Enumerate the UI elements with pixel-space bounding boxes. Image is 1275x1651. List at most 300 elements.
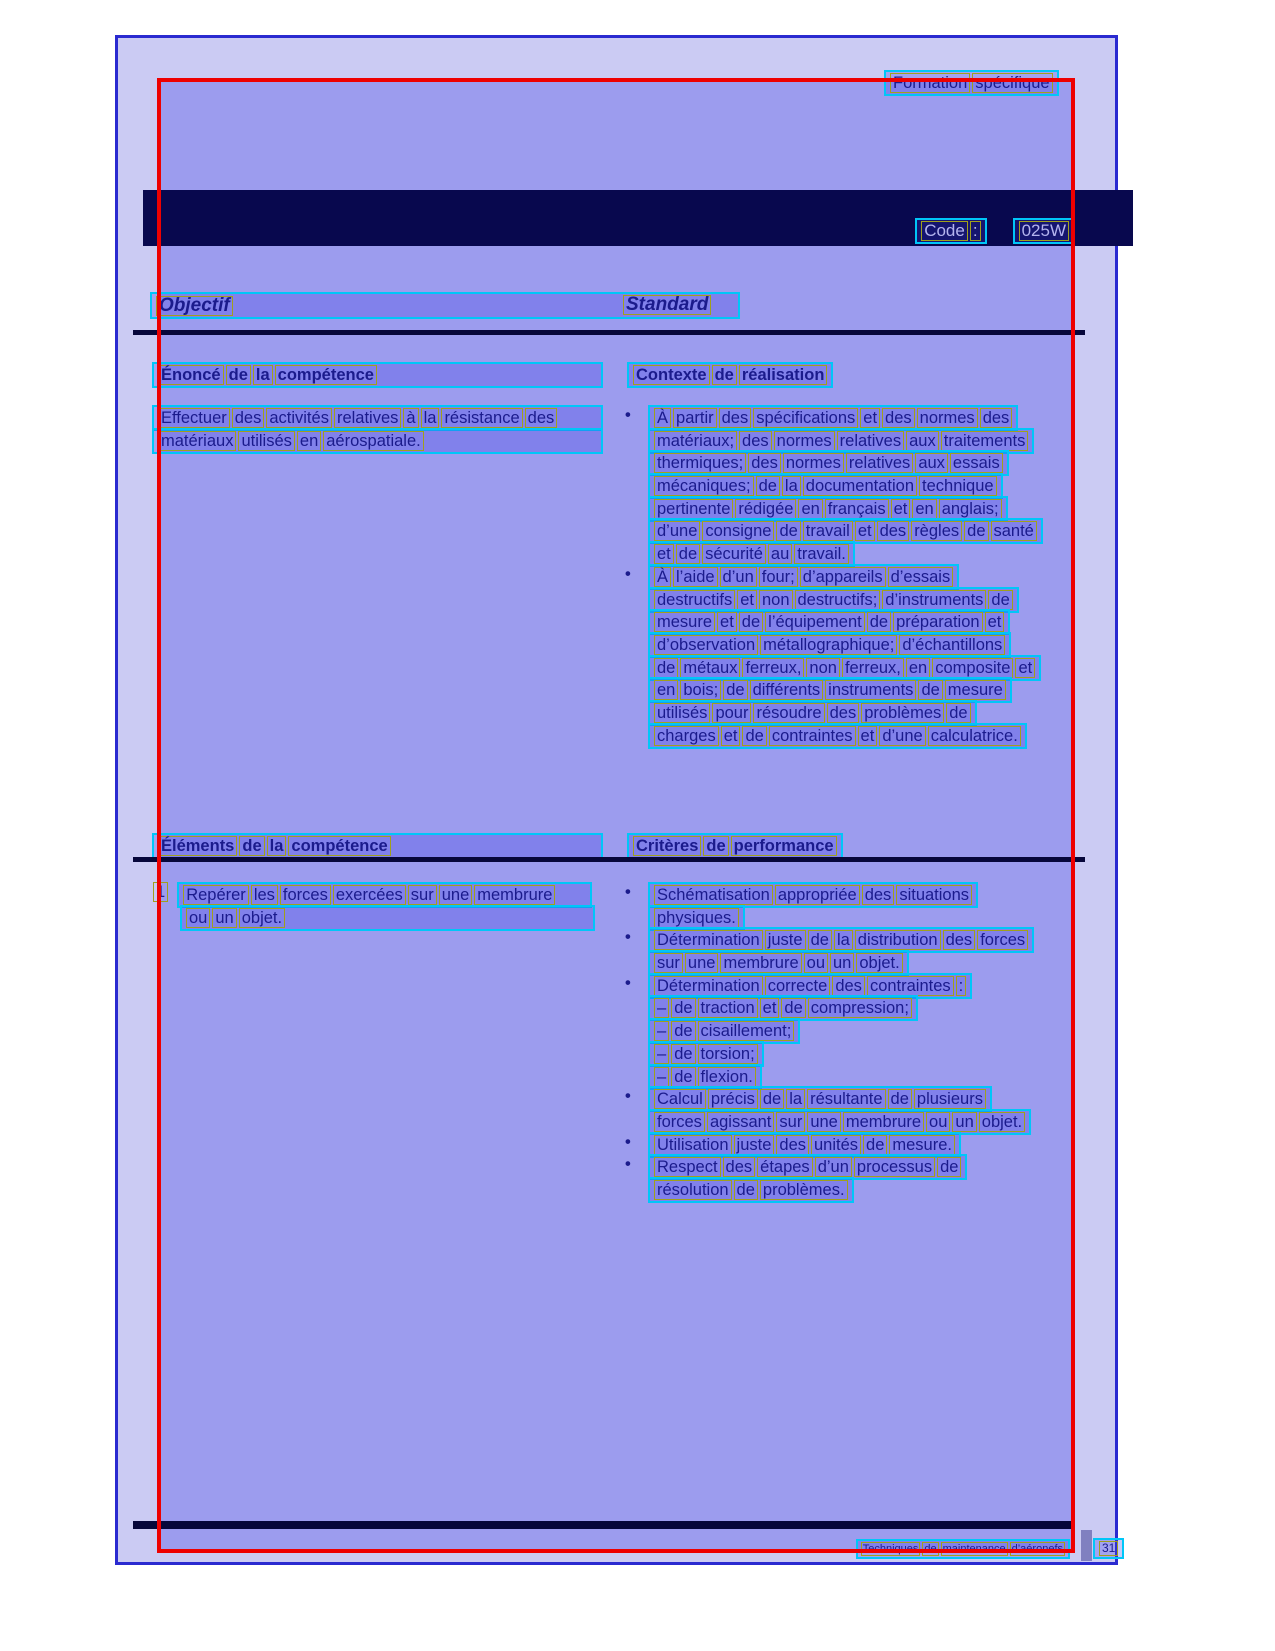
ocr-word-box: de — [924, 1543, 937, 1555]
ocr-word-box: de — [739, 612, 763, 632]
text-line — [625, 700, 1043, 723]
bullet-spacer — [625, 950, 648, 951]
ocr-word-box: métallographique; — [760, 635, 897, 655]
ocr-word-box: sur — [654, 953, 683, 973]
ocr-word-box: Code — [921, 221, 968, 241]
ocr-word-box: À — [654, 567, 671, 587]
text-line — [152, 428, 603, 451]
text-line — [1013, 218, 1075, 241]
ocr-word-box: non — [806, 658, 840, 678]
ocr-word-box: de — [937, 1157, 961, 1177]
ocr-word-box: résistance — [441, 408, 522, 428]
ocr-word-box: problèmes. — [760, 1180, 848, 1200]
text-line — [625, 1109, 1034, 1132]
ocr-word-box: de — [671, 1044, 695, 1064]
bullet-icon: • — [625, 406, 631, 424]
ocr-word-box: physiques. — [654, 908, 739, 928]
ocr-word-box: juste — [734, 1135, 775, 1155]
text-line — [625, 677, 1043, 700]
ocr-word-box: utilisés — [654, 703, 710, 723]
text-line — [625, 428, 1043, 451]
ocr-word-box: thermiques; — [654, 453, 746, 473]
ocr-line-box — [627, 833, 843, 859]
text-line — [625, 973, 1034, 996]
ocr-word-box: unités — [811, 1135, 861, 1155]
ocr-word-box: des — [943, 930, 976, 950]
bullet-icon: • — [625, 973, 631, 992]
ocr-word-box: d’essais — [888, 567, 954, 587]
bullet-spacer — [625, 541, 648, 542]
ocr-word-box: des — [980, 408, 1013, 428]
footer-cursor-tick — [1081, 1530, 1092, 1561]
ocr-word-box: normes — [783, 453, 844, 473]
text-line — [625, 564, 1043, 587]
ocr-word-box: 025W — [1019, 221, 1069, 241]
ocr-word-box: des — [827, 703, 860, 723]
ocr-word-box: en — [912, 499, 936, 519]
ocr-word-box: membrure — [474, 885, 555, 905]
text-line — [625, 1064, 1034, 1087]
ocr-word-box: 31 — [1099, 1541, 1118, 1556]
footer-doc-title — [856, 1539, 1070, 1562]
contexte-realisation-list — [625, 405, 1043, 745]
bullet-spacer — [625, 1018, 648, 1019]
ocr-word-box: : — [956, 976, 967, 996]
ocr-word-box: processus — [854, 1157, 935, 1177]
ocr-word-box: de — [723, 680, 747, 700]
ocr-word-box: au — [768, 544, 792, 564]
ocr-word-box: l’aide — [673, 567, 718, 587]
text-line — [625, 609, 1043, 632]
divider-footer — [133, 1521, 1075, 1529]
ocr-word-box: d’un — [815, 1157, 852, 1177]
ocr-word-box: objet. — [239, 908, 285, 928]
ocr-word-box: et — [985, 612, 1005, 632]
ocr-word-box: de — [776, 521, 800, 541]
ocr-word-box: membrure — [843, 1112, 924, 1132]
elements-competence-header — [152, 833, 603, 856]
text-line — [625, 905, 1034, 928]
ocr-line-box — [152, 405, 603, 431]
ocr-word-box: activités — [266, 408, 332, 428]
ocr-word-box: de — [239, 836, 264, 856]
ocr-word-box: ferreux, — [742, 658, 804, 678]
ocr-word-box: des — [832, 976, 865, 996]
ocr-word-box: À — [654, 408, 671, 428]
bullet-spacer — [625, 905, 648, 906]
ocr-word-box: l’équipement — [765, 612, 865, 632]
ocr-word-box: – — [654, 1067, 669, 1087]
ocr-word-box: des — [877, 521, 910, 541]
ocr-word-box: technique — [919, 476, 997, 496]
ocr-word-box: les — [251, 885, 278, 905]
ocr-word-box: d’observation — [654, 635, 758, 655]
ocr-word-box: différents — [750, 680, 824, 700]
bullet-spacer — [625, 587, 648, 588]
ocr-word-box: distribution — [855, 930, 941, 950]
bullet-spacer — [625, 450, 648, 451]
bullet-spacer — [625, 1064, 648, 1065]
ocr-word-box: spécifique — [972, 73, 1052, 93]
divider-objectif — [133, 330, 1085, 335]
ocr-word-box: d’une — [654, 521, 700, 541]
ocr-word-box: de — [888, 1089, 912, 1109]
ocr-word-box: destructifs — [654, 590, 735, 610]
ocr-word-box: et — [721, 726, 741, 746]
ocr-word-box: des — [739, 431, 772, 451]
ocr-word-box: performance — [731, 836, 837, 856]
text-line — [625, 1041, 1034, 1064]
ocr-word-box: objet. — [856, 953, 902, 973]
text-line — [625, 1086, 1034, 1109]
ocr-word-box: mécaniques; — [654, 476, 754, 496]
ocr-word-box: documentation — [803, 476, 917, 496]
ocr-word-box: matériaux — [158, 431, 236, 451]
ocr-word-box: appropriée — [775, 885, 860, 905]
ocr-line-box — [856, 1539, 1070, 1559]
ocr-word-box: en — [798, 499, 822, 519]
enonce-competence-text — [152, 405, 603, 450]
bullet-spacer — [625, 700, 648, 701]
ocr-word-box: compétence — [275, 365, 377, 385]
bullet-spacer — [625, 1041, 648, 1042]
ocr-word-box: précis — [708, 1089, 758, 1109]
ocr-word-box: et — [858, 726, 878, 746]
ocr-word-box: une — [685, 953, 719, 973]
bullet-icon: • — [625, 1087, 631, 1106]
ocr-word-box: réalisation — [739, 365, 828, 385]
ocr-word-box: de — [946, 703, 970, 723]
ocr-word-box: et — [737, 590, 757, 610]
ocr-word-box: d’échantillons — [899, 635, 1005, 655]
ocr-word-box: métaux — [680, 658, 740, 678]
ocr-line-box — [180, 905, 595, 931]
text-line — [152, 882, 603, 905]
text-line — [152, 833, 603, 856]
title-banner — [143, 190, 1133, 246]
contexte-realisation-header — [627, 362, 833, 385]
text-line — [625, 723, 1043, 746]
ocr-word-box: sur — [408, 885, 437, 905]
ocr-word-box: traction — [698, 998, 758, 1018]
ocr-word-box: travail. — [794, 544, 849, 564]
ocr-word-box: essais — [950, 453, 1003, 473]
ocr-word-box: d’un — [720, 567, 757, 587]
ocr-word-box: français — [825, 499, 889, 519]
ocr-word-box: sur — [776, 1112, 805, 1132]
ocr-word-box: d’instruments — [882, 590, 986, 610]
ocr-line-box — [152, 428, 603, 454]
ocr-word-box: des — [882, 408, 915, 428]
ocr-word-box: de — [671, 1021, 695, 1041]
text-line — [625, 1132, 1034, 1155]
ocr-word-box: – — [654, 1044, 669, 1064]
element-competence-item — [152, 882, 603, 927]
ocr-word-box: situations — [896, 885, 972, 905]
ocr-word-box: consigne — [702, 521, 774, 541]
ocr-word-box: la — [782, 476, 801, 496]
ocr-word-box: traitements — [941, 431, 1029, 451]
ocr-word-box: travail — [803, 521, 853, 541]
ocr-word-box: de — [671, 1067, 695, 1087]
ocr-word-box: et — [1015, 658, 1035, 678]
ocr-word-box: normes — [917, 408, 978, 428]
ocr-word-box: et — [860, 408, 880, 428]
ocr-word-box: des — [723, 1157, 756, 1177]
text-line — [915, 218, 986, 241]
formation-specifique-label — [884, 70, 1059, 93]
text-line — [627, 362, 833, 385]
ocr-word-box: problèmes — [861, 703, 944, 723]
bullet-spacer — [625, 655, 648, 656]
text-line — [625, 405, 1043, 428]
criteres-performance-header — [627, 833, 843, 856]
ocr-word-box: ou — [804, 953, 828, 973]
ocr-word-box: de — [760, 1089, 784, 1109]
bullet-spacer — [625, 723, 648, 724]
bullet-icon: • — [625, 564, 631, 583]
text-line — [152, 362, 603, 385]
ocr-word-box: spécifications — [753, 408, 858, 428]
text-line — [625, 1018, 1034, 1041]
ocr-word-box: à — [403, 408, 418, 428]
bullet-icon: • — [625, 883, 631, 901]
code-label — [915, 218, 986, 241]
text-line — [625, 632, 1043, 655]
ocr-word-box: de — [988, 590, 1012, 610]
ocr-word-box: Formation — [890, 73, 970, 93]
bullet-icon: • — [625, 1132, 631, 1151]
ocr-word-box: et — [717, 612, 737, 632]
ocr-word-box: non — [759, 590, 793, 610]
ocr-word-box: mesure. — [889, 1135, 955, 1155]
ocr-word-box: de — [781, 998, 805, 1018]
standard-title: Standard — [623, 295, 711, 315]
ocr-word-box: de — [867, 612, 891, 632]
ocr-word-box: ou — [926, 1112, 950, 1132]
bullet-spacer — [625, 1177, 648, 1178]
ocr-word-box: Respect — [654, 1157, 721, 1177]
ocr-word-box: composite — [932, 658, 1013, 678]
ocr-word-box: la — [267, 836, 287, 856]
bullet-spacer — [625, 632, 648, 633]
ocr-word-box: des — [232, 408, 265, 428]
ocr-word-box: utilisés — [238, 431, 294, 451]
ocr-word-box: Calcul — [654, 1089, 706, 1109]
ocr-word-box: des — [719, 408, 752, 428]
text-line — [625, 518, 1043, 541]
text-line — [152, 905, 603, 928]
ocr-word-box: Techniques — [862, 1543, 919, 1555]
ocr-line-box — [150, 292, 740, 319]
ocr-word-box: de — [734, 1180, 758, 1200]
bullet-spacer — [625, 677, 648, 678]
ocr-word-box: pour — [712, 703, 751, 723]
ocr-word-box: agissant — [707, 1112, 774, 1132]
enonce-competence-header — [152, 362, 603, 385]
ocr-word-box: en — [654, 680, 678, 700]
ocr-word-box: plusieurs — [914, 1089, 986, 1109]
ocr-word-box: des — [525, 408, 558, 428]
ocr-word-box: instruments — [825, 680, 916, 700]
bullet-spacer — [625, 428, 648, 429]
ocr-word-box: relatives — [837, 431, 904, 451]
ocr-word-box: des — [776, 1135, 809, 1155]
ocr-word-box: un — [212, 908, 236, 928]
ocr-word-box: destructifs; — [795, 590, 881, 610]
ocr-word-box: un — [952, 1112, 976, 1132]
objectif-title: Objectif — [156, 296, 233, 316]
ocr-word-box: relatives — [846, 453, 913, 473]
bullet-icon: • — [625, 1155, 631, 1174]
text-line — [152, 405, 603, 428]
ocr-word-box: résultante — [807, 1089, 885, 1109]
ocr-word-box: matériaux; — [654, 431, 737, 451]
ocr-word-box: charges — [654, 726, 719, 746]
ocr-word-box: compression; — [808, 998, 912, 1018]
ocr-word-box: Effectuer — [158, 408, 230, 428]
ocr-word-box: compétence — [288, 836, 390, 856]
ocr-word-box: de — [808, 930, 832, 950]
ocr-word-box: forces — [977, 930, 1028, 950]
ocr-word-box: de — [756, 476, 780, 496]
text-line — [625, 473, 1043, 496]
ocr-word-box: mesure — [654, 612, 715, 632]
item-number: 1 — [153, 882, 168, 902]
ocr-line-box — [915, 218, 986, 244]
ocr-word-box: préparation — [893, 612, 982, 632]
criteres-performance-list — [625, 882, 1034, 1200]
ocr-word-box: aux — [906, 431, 939, 451]
ocr-word-box: santé — [991, 521, 1037, 541]
ocr-word-box: – — [654, 1021, 669, 1041]
ocr-word-box: normes — [774, 431, 835, 451]
ocr-word-box: Éléments — [158, 836, 237, 856]
ocr-word-box: des — [862, 885, 895, 905]
ocr-word-box: correcte — [765, 976, 831, 996]
text-line — [625, 450, 1043, 473]
ocr-word-box: de — [703, 836, 728, 856]
ocr-line-box — [152, 362, 603, 388]
ocr-line-box — [627, 362, 833, 388]
ocr-line-box — [1093, 1538, 1124, 1559]
ocr-line-box — [1013, 218, 1075, 244]
objectif-standard-row — [150, 292, 740, 319]
ocr-word-box: la — [421, 408, 440, 428]
ocr-word-box: relatives — [334, 408, 401, 428]
ocr-word-box: d’appareils — [800, 567, 886, 587]
ocr-word-box: aérospatiale. — [323, 431, 423, 451]
ocr-word-box: bois; — [680, 680, 721, 700]
ocr-word-box: contraintes — [769, 726, 856, 746]
text-line — [625, 655, 1043, 678]
ocr-word-box: rédigée — [735, 499, 796, 519]
ocr-word-box: Détermination — [654, 976, 763, 996]
ocr-word-box: aux — [915, 453, 948, 473]
ocr-word-box: et — [654, 544, 674, 564]
divider-elements — [133, 857, 1085, 862]
text-line — [1093, 1538, 1124, 1561]
ocr-word-box: étapes — [757, 1157, 813, 1177]
text-line — [625, 1154, 1034, 1177]
ocr-word-box: une — [439, 885, 473, 905]
ocr-word-box: Schématisation — [654, 885, 773, 905]
ocr-line-box — [884, 70, 1059, 96]
bullet-spacer — [625, 473, 648, 474]
ocr-word-box: résolution — [654, 1180, 732, 1200]
bullet-spacer — [625, 995, 648, 996]
ocr-word-box: de — [712, 365, 737, 385]
ocr-word-box: la — [786, 1089, 805, 1109]
ocr-word-box: ou — [186, 908, 210, 928]
ocr-word-box: Repérer — [183, 885, 249, 905]
ocr-word-box: et — [855, 521, 875, 541]
bullet-spacer — [625, 609, 648, 610]
bullet-icon: • — [625, 928, 631, 947]
ocr-word-box: ferreux, — [842, 658, 904, 678]
text-line — [625, 927, 1034, 950]
ocr-word-box: une — [807, 1112, 841, 1132]
ocr-word-box: de — [671, 998, 695, 1018]
text-line — [856, 1539, 1070, 1562]
ocr-word-box: mesure — [945, 680, 1006, 700]
ocr-word-box: Énoncé — [158, 365, 224, 385]
ocr-word-box: objet. — [979, 1112, 1025, 1132]
bullet-spacer — [625, 518, 648, 519]
ocr-word-box: sécurité — [702, 544, 766, 564]
text-line — [627, 833, 843, 856]
ocr-word-box: Détermination — [654, 930, 763, 950]
ocr-word-box: – — [654, 998, 669, 1018]
ocr-word-box: en — [297, 431, 321, 451]
ocr-word-box: et — [760, 998, 780, 1018]
ocr-word-box: un — [830, 953, 854, 973]
ocr-word-box: membrure — [720, 953, 801, 973]
ocr-word-box: contraintes — [867, 976, 954, 996]
ocr-word-box: : — [970, 221, 981, 241]
ocr-word-box: four; — [759, 567, 798, 587]
ocr-word-box: anglais; — [939, 499, 1002, 519]
ocr-word-box: de — [918, 680, 942, 700]
ocr-word-box: de — [226, 365, 251, 385]
ocr-word-box: pertinente — [654, 499, 733, 519]
text-line — [625, 496, 1043, 519]
ocr-word-box: torsion; — [698, 1044, 758, 1064]
ocr-word-box: de — [863, 1135, 887, 1155]
ocr-word-box: Utilisation — [654, 1135, 732, 1155]
bullet-spacer — [625, 496, 648, 497]
ocr-word-box: exercées — [333, 885, 406, 905]
text-line — [625, 950, 1034, 973]
text-line — [625, 882, 1034, 905]
ocr-word-box: d’une — [879, 726, 925, 746]
text-line — [625, 541, 1043, 564]
ocr-word-box: Contexte — [633, 365, 710, 385]
ocr-word-box: en — [906, 658, 930, 678]
ocr-line-box — [152, 833, 603, 859]
ocr-word-box: de — [964, 521, 988, 541]
ocr-word-box: de — [742, 726, 766, 746]
text-line — [884, 70, 1059, 93]
ocr-word-box: flexion. — [698, 1067, 756, 1087]
ocr-word-box: de — [676, 544, 700, 564]
ocr-word-box: des — [748, 453, 781, 473]
ocr-line-box — [648, 723, 1027, 749]
ocr-word-box: maintenance — [942, 1543, 1006, 1555]
text-line — [625, 1177, 1034, 1200]
ocr-word-box: juste — [765, 930, 806, 950]
ocr-word-box: de — [654, 658, 678, 678]
